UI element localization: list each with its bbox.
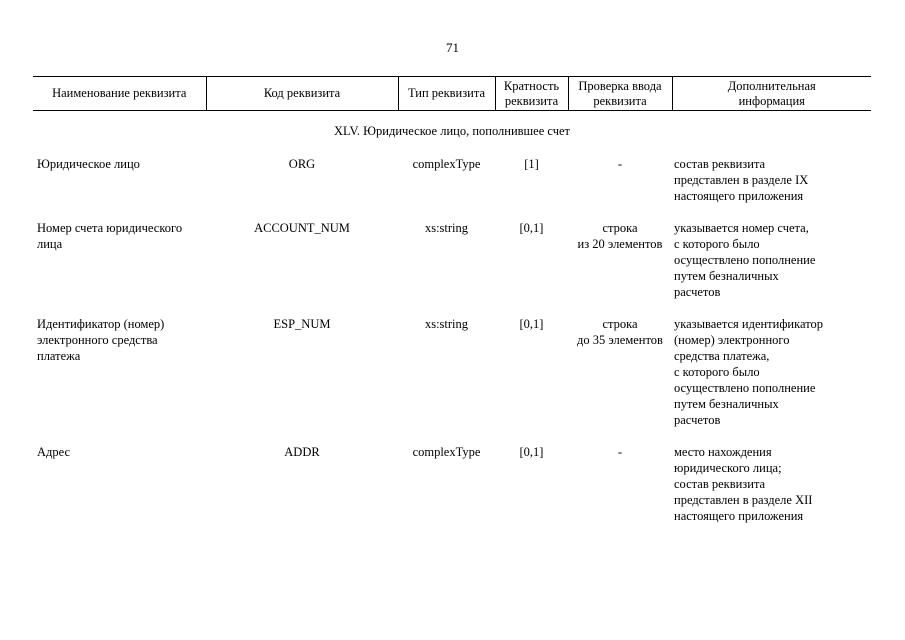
cell-type: complexType bbox=[412, 445, 481, 459]
cell-code: ESP_NUM bbox=[273, 317, 331, 331]
section-title-row bbox=[33, 111, 871, 157]
cell-code: ACCOUNT_NUM bbox=[254, 221, 350, 235]
cell-additional-info: место нахождения юридического лица; состав реквизита представлен в разделе XII настоящего приложения bbox=[674, 445, 813, 523]
cell-code: ORG bbox=[288, 157, 316, 171]
cell-multiplicity: [1] bbox=[524, 157, 539, 171]
header-input-check: Проверка ввода реквизита bbox=[568, 77, 672, 111]
cell-input-check: строка до 35 элементов bbox=[577, 317, 663, 347]
cell-input-check: - bbox=[617, 157, 623, 171]
cell-additional-info: состав реквизита представлен в разделе IX настоящего приложения bbox=[674, 157, 809, 203]
cell-multiplicity: [0,1] bbox=[519, 317, 544, 331]
header-multiplicity: Кратность реквизита bbox=[495, 77, 568, 111]
cell-name: Адрес bbox=[37, 445, 71, 459]
header-code: Код реквизита bbox=[206, 77, 398, 111]
cell-input-check: строка из 20 элементов bbox=[577, 221, 663, 251]
cell-additional-info: указывается идентификатор (номер) электронного средства платежа, с которого было осуществлено пополнение путем безналичных расчетов bbox=[674, 317, 824, 427]
cell-input-check: - bbox=[617, 445, 623, 459]
table-row bbox=[33, 316, 871, 444]
cell-name: Юридическое лицо bbox=[37, 157, 140, 171]
cell-multiplicity: [0,1] bbox=[519, 221, 544, 235]
requisites-table bbox=[33, 76, 871, 540]
header-type: Тип реквизита bbox=[398, 77, 495, 111]
cell-type: xs:string bbox=[424, 317, 469, 331]
cell-code: ADDR bbox=[284, 445, 320, 459]
cell-type: complexType bbox=[412, 157, 481, 171]
header-name: Наименование реквизита bbox=[33, 77, 206, 111]
table-header bbox=[33, 77, 871, 111]
cell-multiplicity: [0,1] bbox=[519, 445, 544, 459]
page-number: 71 bbox=[446, 40, 459, 55]
header-additional-info: Дополнительная информация bbox=[672, 77, 871, 111]
table-row bbox=[33, 156, 871, 220]
section-title: XLV. Юридическое лицо, пополнившее счет bbox=[333, 124, 571, 138]
cell-type: xs:string bbox=[424, 221, 469, 235]
table-row bbox=[33, 444, 871, 540]
cell-name: Идентификатор (номер) электронного средства платежа bbox=[37, 317, 165, 363]
cell-name: Номер счета юридического лица bbox=[37, 221, 183, 251]
table-row bbox=[33, 220, 871, 316]
cell-additional-info: указывается номер счета, с которого было осуществлено пополнение путем безналичных расчетов bbox=[674, 221, 816, 299]
